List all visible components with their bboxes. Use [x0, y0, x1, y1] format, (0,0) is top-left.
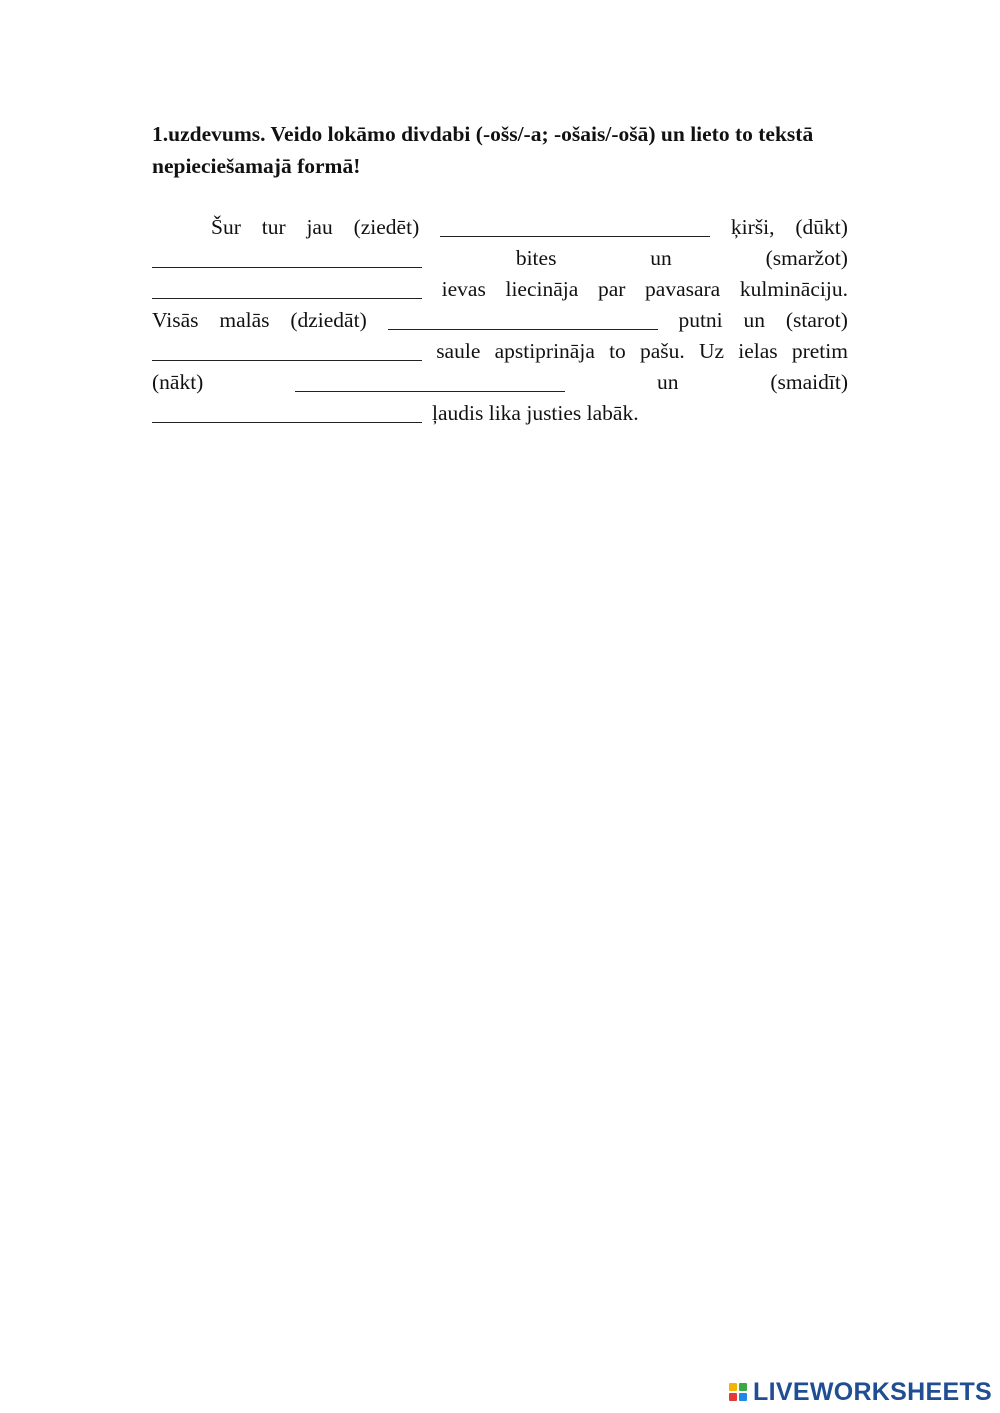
answer-blank-7[interactable] [152, 421, 422, 423]
logo-tile [729, 1383, 737, 1391]
word: pašu. [639, 339, 685, 363]
verb-hint: (smaidīt) [770, 370, 848, 394]
word: saule [436, 339, 481, 363]
word: kulmināciju. [739, 277, 848, 301]
word: to [609, 339, 626, 363]
word: putni [678, 308, 723, 332]
word: apstiprināja [494, 339, 595, 363]
text-line-6 [152, 367, 848, 398]
exercise-text [152, 212, 848, 429]
answer-blank-5[interactable] [152, 359, 422, 361]
verb-hint: (starot) [785, 308, 848, 332]
word: un [650, 246, 672, 270]
logo-tile [739, 1383, 747, 1391]
word: ļaudis lika justies labāk. [432, 401, 639, 425]
word: bites [515, 246, 557, 270]
word: par [597, 277, 626, 301]
word: malās [219, 308, 270, 332]
verb-hint: (dūkt) [795, 215, 848, 239]
word: pavasara [645, 277, 721, 301]
word: Visās [152, 308, 199, 332]
verb-hint: (ziedēt) [353, 215, 420, 239]
text-line-2 [152, 243, 848, 274]
word: Uz [698, 339, 725, 363]
logo-tile [729, 1393, 737, 1401]
brand-wordmark: LIVEWORKSHEETS [753, 1377, 992, 1406]
text-line-4 [152, 305, 848, 336]
word: un [657, 370, 679, 394]
word: un [743, 308, 765, 332]
liveworksheets-brand [729, 1377, 992, 1406]
verb-hint: (smaržot) [765, 246, 848, 270]
text-line-7 [152, 398, 848, 429]
verb-hint: (dziedāt) [290, 308, 367, 332]
word: tur [261, 215, 286, 239]
word: liecināja [505, 277, 579, 301]
word: ķirši, [730, 215, 775, 239]
text-line-1 [152, 212, 848, 243]
answer-blank-6[interactable] [295, 390, 565, 392]
word: ievas [441, 277, 486, 301]
liveworksheets-logo-icon [729, 1380, 749, 1404]
word: ielas [738, 339, 778, 363]
logo-tile [739, 1393, 747, 1401]
verb-hint: (nākt) [152, 370, 204, 394]
answer-blank-3[interactable] [152, 297, 422, 299]
word: Šur [211, 215, 241, 239]
task-heading: 1.uzdevums. Veido lokāmo divdabi (-ošs/-a; -ošais/-ošā) un lieto to tekstā nepieciešamajā formā! [152, 122, 814, 178]
text-line-5 [152, 336, 848, 367]
text-line-3 [152, 274, 848, 305]
word: jau [306, 215, 333, 239]
word: pretim [791, 339, 848, 363]
answer-blank-2[interactable] [152, 266, 422, 268]
answer-blank-1[interactable] [440, 235, 710, 237]
answer-blank-4[interactable] [388, 328, 658, 330]
